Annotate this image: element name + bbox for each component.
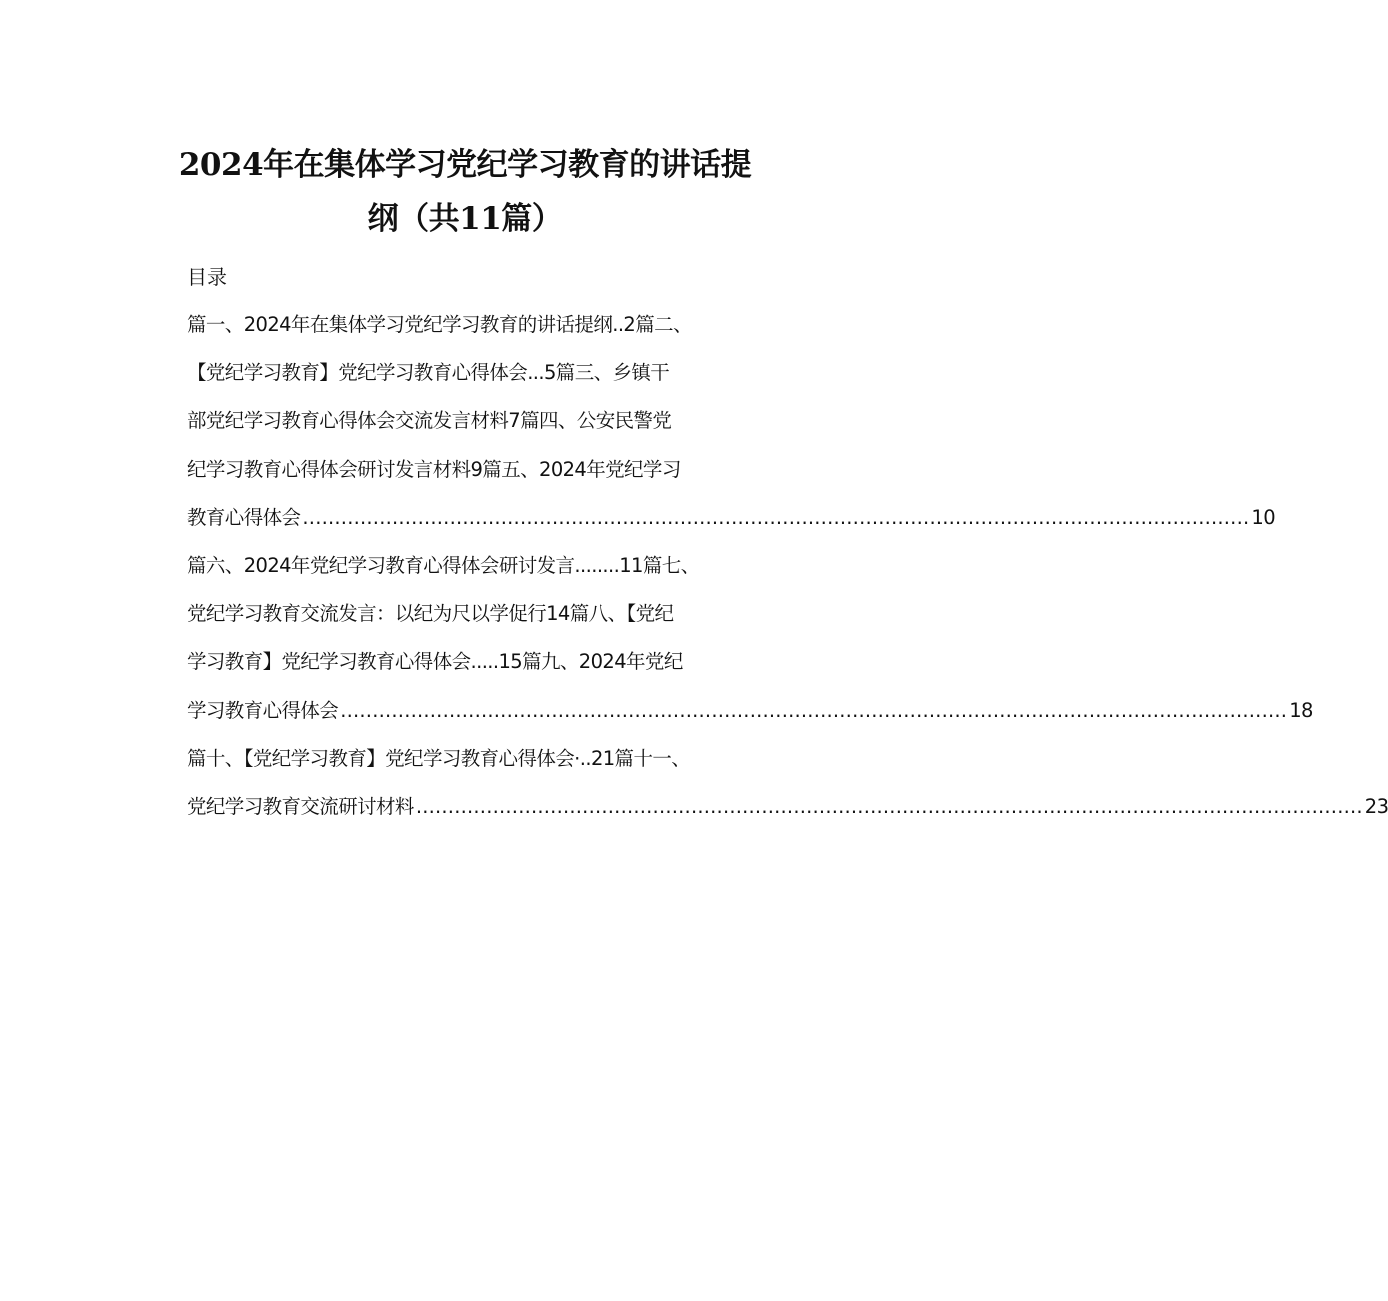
toc-line: 篇十、【党纪学习教育】党纪学习教育心得体会·..21篇十一、 (187, 746, 691, 770)
toc-line: 学习教育】党纪学习教育心得体会.....15篇九、2024年党纪 (187, 650, 683, 674)
toc-line: 纪学习教育心得体会研讨发言材料9篇五、2024年党纪学习 (187, 457, 681, 481)
dot-leader: .................................................................................................................................................... (415, 794, 1363, 818)
toc-entry-text: 党纪学习教育交流研讨材料 (187, 794, 414, 818)
toc-entry-with-leader (187, 503, 1276, 551)
dot-leader: .................................................................................................................................................... (340, 698, 1288, 722)
toc-line: 【党纪学习教育】党纪学习教育心得体会...5篇三、乡镇干 (187, 361, 670, 385)
toc-line: 部党纪学习教育心得体会交流发言材料7篇四、公安民警党 (187, 409, 672, 433)
toc-line: 篇一、2024年在集体学习党纪学习教育的讲话提纲..2篇二、 (187, 313, 692, 336)
toc-line: 篇六、2024年党纪学习教育心得体会研讨发言........11篇七、 (187, 553, 700, 577)
toc-entry-with-leader (187, 696, 1313, 744)
toc-entry-text: 教育心得体会 (187, 505, 301, 529)
toc-page-number: 23 (1364, 794, 1388, 818)
document-title (0, 138, 920, 246)
toc-page-number: 10 (1251, 505, 1276, 529)
toc-heading: 目录 (187, 265, 227, 289)
table-of-contents (187, 262, 1388, 840)
dot-leader: .................................................................................................................................................... (302, 505, 1250, 529)
toc-line: 党纪学习教育交流发言：以纪为尺以学促行14篇八、【党纪 (187, 602, 674, 626)
toc-page-number: 18 (1289, 698, 1313, 722)
toc-entry-text: 学习教育心得体会 (187, 698, 339, 722)
title-line-1: 2024年在集体学习党纪学习教育的讲话提 (178, 147, 752, 183)
toc-entry-with-leader (187, 792, 1388, 840)
title-line-2: 纲（共11篇） (367, 201, 563, 237)
